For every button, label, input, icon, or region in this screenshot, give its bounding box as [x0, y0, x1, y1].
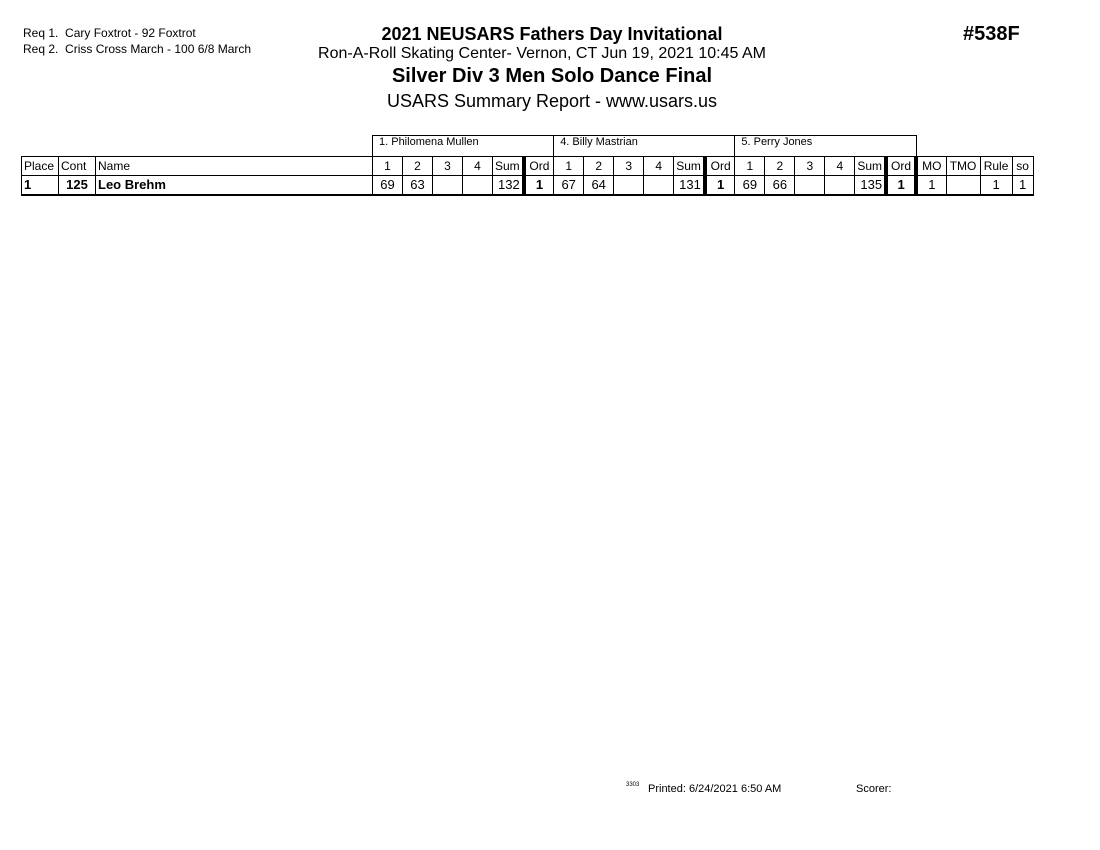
cell-j2-score-2: 64	[584, 176, 614, 195]
col-j3-score-4: 4	[825, 157, 855, 176]
judge-3-name: 5. Perry Jones	[735, 136, 916, 157]
cell-j3-score-2: 66	[765, 176, 795, 195]
col-j2-score-2: 2	[584, 157, 614, 176]
cell-place: 1	[22, 176, 59, 195]
footer-code: 3303	[626, 782, 640, 788]
col-j1-sum: Sum	[493, 157, 524, 176]
requirement-label: Req 2.	[23, 42, 59, 56]
cell-j1-score-2: 63	[403, 176, 433, 195]
cell-j1-ord: 1	[524, 176, 554, 195]
col-j3-sum: Sum	[855, 157, 886, 176]
cell-j2-score-4	[644, 176, 674, 195]
col-so: so	[1012, 157, 1033, 176]
col-mo: MO	[916, 157, 946, 176]
cell-j1-score-3	[433, 176, 463, 195]
requirement-text: Criss Cross March - 100 6/8 March	[65, 42, 252, 56]
col-place: Place	[22, 157, 59, 176]
cell-j2-sum: 131	[674, 176, 705, 195]
event-title: Silver Div 3 Men Solo Dance Final	[391, 65, 713, 87]
col-j3-score-3: 3	[795, 157, 825, 176]
report-title: USARS Summary Report - www.usars.us	[386, 91, 718, 111]
col-j2-score-4: 4	[644, 157, 674, 176]
col-j3-score-1: 1	[735, 157, 765, 176]
cell-so: 1	[1012, 176, 1033, 195]
col-name: Name	[96, 157, 373, 176]
col-j1-score-3: 3	[433, 157, 463, 176]
cell-j2-score-3	[614, 176, 644, 195]
col-j2-ord: Ord	[705, 157, 735, 176]
cell-mo: 1	[916, 176, 946, 195]
scorer-label: Scorer:	[856, 783, 892, 795]
cell-j2-ord: 1	[705, 176, 735, 195]
results-table	[21, 135, 1034, 196]
event-number: #538F	[963, 23, 1020, 45]
cell-j1-score-4	[463, 176, 493, 195]
cell-j3-score-3	[795, 176, 825, 195]
col-rule: Rule	[980, 157, 1012, 176]
col-tmo: TMO	[946, 157, 980, 176]
printed-timestamp: Printed: 6/24/2021 6:50 AM	[648, 783, 782, 795]
cell-j3-ord: 1	[886, 176, 916, 195]
cell-j3-score-1: 69	[735, 176, 765, 195]
cell-name: Leo Brehm	[96, 176, 373, 195]
cell-tmo	[946, 176, 980, 195]
requirement-1	[23, 25, 196, 41]
col-j2-score-3: 3	[614, 157, 644, 176]
cell-j1-sum: 132	[493, 176, 524, 195]
column-header-row	[22, 157, 1034, 176]
col-j1-score-2: 2	[403, 157, 433, 176]
cell-j1-score-1: 69	[373, 176, 403, 195]
cell-j2-score-1: 67	[554, 176, 584, 195]
requirement-2	[23, 41, 251, 57]
col-j2-score-1: 1	[554, 157, 584, 176]
cell-j3-score-4	[825, 176, 855, 195]
col-j3-score-2: 2	[765, 157, 795, 176]
cell-rule: 1	[980, 176, 1012, 195]
col-j2-sum: Sum	[674, 157, 705, 176]
judges-row	[22, 136, 1034, 157]
requirement-label: Req 1.	[23, 26, 59, 40]
cell-j3-sum: 135	[855, 176, 886, 195]
col-j1-ord: Ord	[524, 157, 554, 176]
col-j1-score-4: 4	[463, 157, 493, 176]
col-cont: Cont	[59, 157, 96, 176]
judge-1-name: 1. Philomena Mullen	[373, 136, 554, 157]
table-row	[22, 176, 1034, 195]
requirement-text: Cary Foxtrot - 92 Foxtrot	[65, 26, 196, 40]
cell-cont: 125	[59, 176, 96, 195]
venue-date: Ron-A-Roll Skating Center- Vernon, CT Jun 19, 2021 10:45 AM	[318, 45, 766, 62]
competition-title: 2021 NEUSARS Fathers Day Invitational	[381, 24, 723, 44]
col-j3-ord: Ord	[886, 157, 916, 176]
col-j1-score-1: 1	[373, 157, 403, 176]
judge-2-name: 4. Billy Mastrian	[554, 136, 735, 157]
